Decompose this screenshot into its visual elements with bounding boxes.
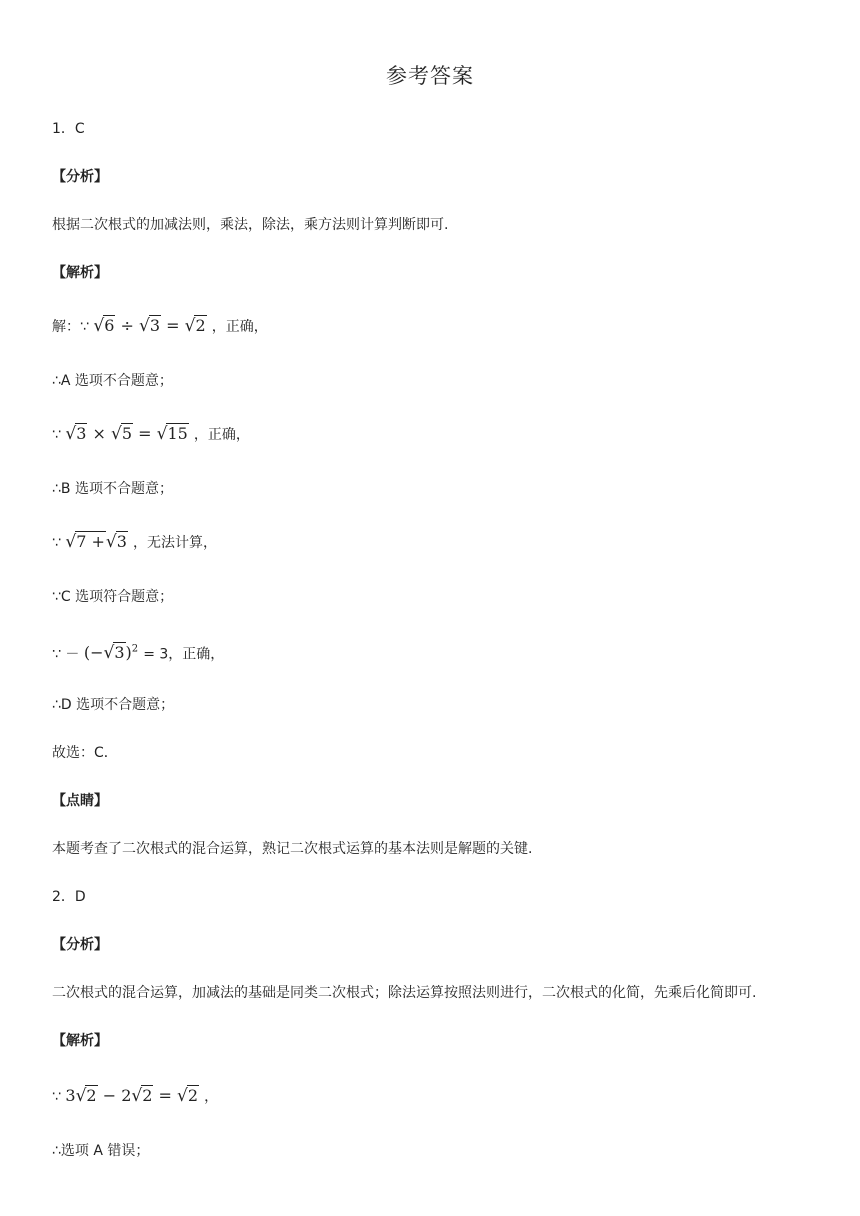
sqrt-3: √3 bbox=[65, 424, 87, 444]
q1-line-b-conclusion: ∴B 选项不合题意； bbox=[52, 481, 173, 497]
math-expression bbox=[65, 424, 194, 443]
equals-sign: = bbox=[158, 1086, 172, 1105]
line-suffix: ，正确， bbox=[193, 427, 250, 443]
q2-line-a bbox=[52, 1086, 218, 1107]
q2-analysis-text: 二次根式的混合运算，加减法的基础是同类二次根式；除法运算按照法则进行，二次根式的化简，先乘后化简即可. bbox=[52, 985, 757, 1001]
divide-sign: ÷ bbox=[120, 316, 134, 335]
line-prefix: ∵ bbox=[52, 427, 61, 443]
sqrt-3: √3 bbox=[139, 316, 161, 336]
line-suffix: = 3，正确， bbox=[143, 646, 225, 663]
times-sign: × bbox=[92, 424, 106, 443]
q1-line-c-conclusion: ∵C 选项符合题意； bbox=[52, 589, 174, 605]
exponent: 2 bbox=[131, 644, 139, 655]
q1-comment-text: 本题考查了二次根式的混合运算，熟记二次根式运算的基本法则是解题的关键. bbox=[52, 841, 533, 857]
q1-comment-label: 【点睛】 bbox=[52, 793, 108, 809]
sqrt-2: √2 bbox=[75, 1086, 97, 1106]
math-expression: $(-√3)^2$ bbox=[83, 643, 139, 664]
sqrt-3: √3 bbox=[103, 643, 125, 664]
line-prefix: ∵ bbox=[52, 1089, 61, 1105]
q1-line-d bbox=[52, 640, 224, 664]
q1-line-a-conclusion: ∴A 选项不合题意； bbox=[52, 373, 173, 389]
q1-solution-label: 【解析】 bbox=[52, 265, 108, 281]
q1-analysis-label: 【分析】 bbox=[52, 169, 108, 185]
equals-sign: = bbox=[138, 424, 152, 443]
math-expression bbox=[93, 316, 211, 335]
q1-analysis-text: 根据二次根式的加减法则，乘法，除法，乘方法则计算判断即可. bbox=[52, 217, 449, 233]
q1-line-a bbox=[52, 316, 268, 337]
q1-header: 1．C bbox=[52, 121, 85, 137]
page-title: 参考答案 bbox=[386, 64, 474, 88]
q2-line-a-conclusion: ∴选项 A 错误； bbox=[52, 1143, 150, 1159]
sqrt-5: √5 bbox=[111, 424, 133, 444]
sqrt-2: √2 bbox=[131, 1086, 153, 1106]
sqrt-2: √2 bbox=[184, 316, 206, 336]
minus-sign: − bbox=[102, 1086, 117, 1105]
q2-analysis-label: 【分析】 bbox=[52, 937, 108, 953]
line-prefix: ∵ bbox=[52, 535, 61, 551]
q1-line-c bbox=[52, 532, 217, 553]
q1-line-d-conclusion: ∴D 选项不合题意； bbox=[52, 697, 175, 713]
line-suffix: ，无法计算， bbox=[133, 535, 218, 551]
sqrt-3: √3 bbox=[105, 532, 127, 552]
equals-sign: = bbox=[166, 316, 180, 335]
q2-header: 2．D bbox=[52, 889, 86, 905]
line-prefix: ∵ － bbox=[52, 646, 80, 663]
sqrt-2: √2 bbox=[177, 1086, 199, 1106]
q2-solution-label: 【解析】 bbox=[52, 1033, 108, 1049]
q1-line-b bbox=[52, 424, 250, 445]
line-suffix: ， bbox=[204, 1089, 219, 1105]
line-suffix: ，正确， bbox=[211, 319, 268, 335]
math-expression bbox=[65, 532, 133, 551]
sqrt-15: √15 bbox=[156, 424, 188, 444]
sqrt-6: √6 bbox=[93, 316, 115, 336]
math-expression: 3√2 − 2√2 = √2 bbox=[65, 1086, 199, 1106]
q1-choice: 故选：C． bbox=[52, 745, 118, 761]
sqrt-7-plus-3: √7 + bbox=[65, 532, 105, 552]
line-prefix: 解：∵ bbox=[52, 319, 89, 335]
